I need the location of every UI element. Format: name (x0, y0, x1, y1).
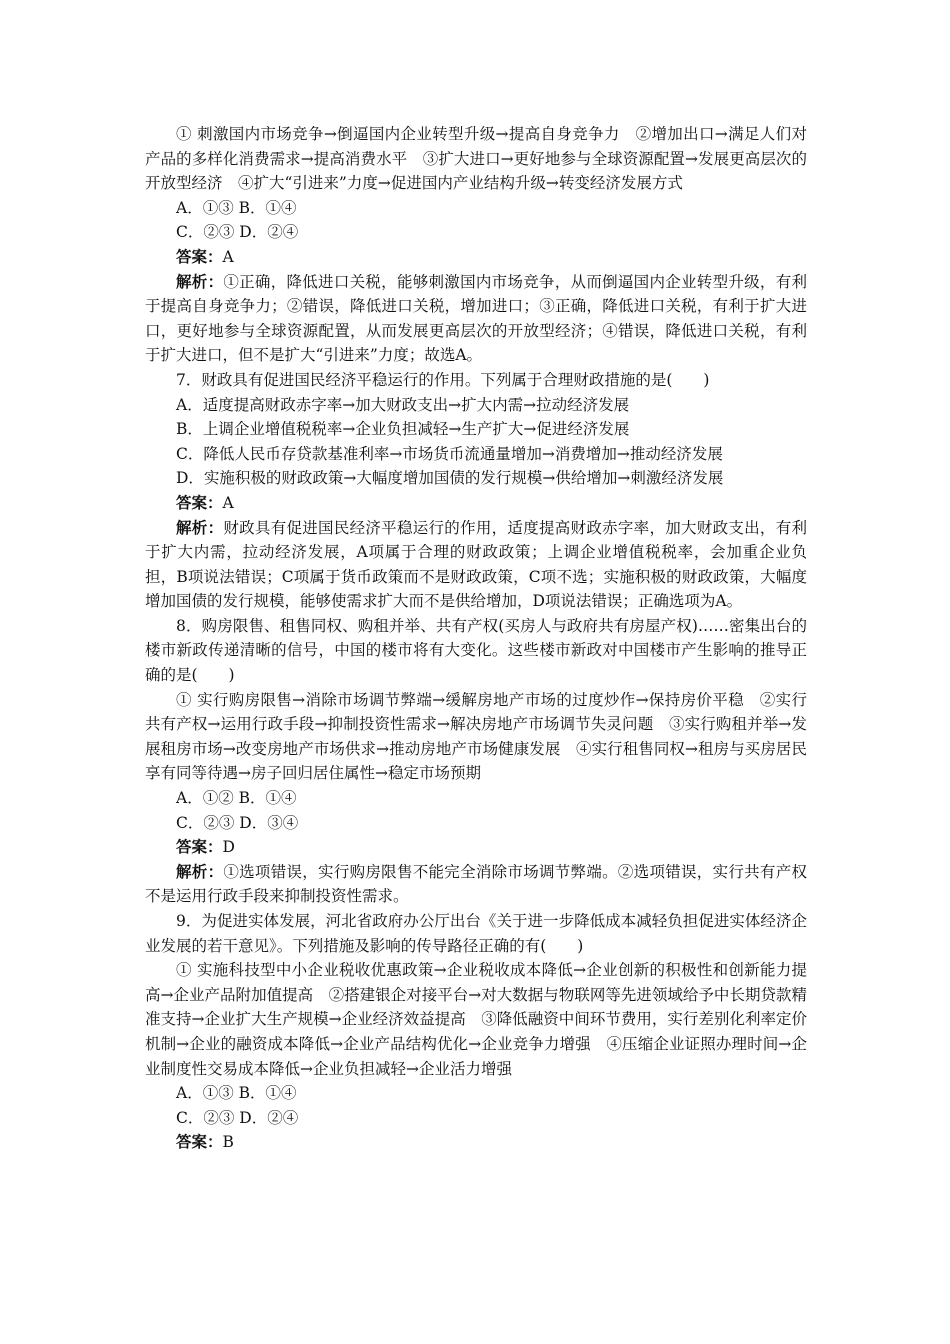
q6-analysis (145, 270, 807, 368)
q8-answer (145, 835, 807, 860)
q9-stem: 9．为促进实体发展，河北省政府办公厅出台《关于进一步降低成本减轻负担促进实体经济企业发展的若干意见》。下列措施及影响的传导路径正确的有( ) (145, 912, 807, 955)
q6-statements: ① 刺激国内市场竞争→倒逼国内企业转型升级→提高自身竞争力 ②增加出口→满足人们对产品的多样化消费需求→提高消费水平 ③扩大进口→更好地参与全球资源配置→发展更高层次的开放型经济 ④扩大“引进来”力度→促进国内产业结构升级→转变经济发展方式 (145, 125, 807, 193)
answer-label: 答案： (176, 1132, 223, 1152)
analysis-label: 解析： (176, 861, 224, 881)
q7-answer (145, 491, 807, 516)
q7-analysis (145, 516, 807, 614)
q8-options-cd: C．②③ D．③④ (176, 813, 299, 832)
q7-option-c: C．降低人民币存贷款基准利率→市场货币流通量增加→消费增加→推动经济发展 (176, 444, 723, 463)
answer-value: A (222, 493, 234, 512)
answer-value: B (222, 1133, 234, 1152)
analysis-text: ①正确，降低进口关税，能够刺激国内市场竞争，从而倒逼国内企业转型升级，有利于提高自身竞争力；②错误，降低进口关税，增加进口；③正确，降低进口关税，有利于扩大进口，更好地参与全球资源配置，从而发展更高层次的开放型经济；④错误，降低进口关税，有利于扩大进口，但不是扩大“引进来”力度；故选A。 (145, 272, 807, 365)
q6-answer (145, 245, 807, 270)
answer-label: 答案： (176, 492, 223, 512)
q9-options-cd: C．②③ D．②④ (176, 1108, 299, 1127)
q9-answer (145, 1130, 807, 1155)
analysis-label: 解析： (176, 517, 224, 537)
q7-option-d: D．实施积极的财政政策→大幅度增加国债的发行规模→供给增加→刺激经济发展 (176, 469, 724, 488)
analysis-text: ①选项错误，实行购房限售不能完全消除市场调节弊端。②选项错误，实行共有产权不是运用行政手段来抑制投资性需求。 (145, 862, 807, 906)
q8-statements: ① 实行购房限售→消除市场调节弊端→缓解房地产市场的过度炒作→保持房价平稳 ②实行共有产权→运用行政手段→抑制投资性需求→解决房地产市场调节失灵问题 ③实行购租并举→发展租房市场→改变房地产市场供求→推动房地产市场健康发展 ④实行租售同权→租房与买房居民享有同等待遇→房子回归居住属性→稳定市场预期 (145, 690, 807, 783)
analysis-label: 解析： (176, 271, 224, 291)
q9-options-ab: A．①③ B．①④ (176, 1084, 297, 1103)
q7-option-b: B．上调企业增值税税率→企业负担减轻→生产扩大→促进经济发展 (176, 420, 630, 439)
q8-options-ab: A．①② B．①④ (176, 789, 297, 808)
answer-value: A (222, 247, 234, 266)
answer-label: 答案： (176, 837, 223, 857)
q6-options-ab: A．①③ B．①④ (176, 198, 297, 217)
answer-label: 答案： (176, 246, 223, 266)
answer-value: D (222, 838, 235, 857)
q6-options-cd: C．②③ D．②④ (176, 223, 299, 242)
q8-stem: 8．购房限售、租售同权、购租并举、共有产权(买房人与政府共有房屋产权)……密集出台的楼市新政传递清晰的信号，中国的楼市将有大变化。这些楼市新政对中国楼市产生影响的推导正确的是( ) (145, 616, 807, 685)
document-page (145, 122, 807, 1155)
q9-statements: ① 实施科技型中小企业税收优惠政策→企业税收成本降低→企业创新的积极性和创新能力提高→企业产品附加值提高 ②搭建银企对接平台→对大数据与物联网等先进领域给予中长期贷款精准支持→企业扩大生产规模→企业经济效益提高 ③降低融资中间环节费用，实行差别化利率定价机制→企业的融资成本降低→企业产品结构优化→企业竞争力增强 ④压缩企业证照办理时间→企业制度性交易成本降低→企业负担减轻→企业活力增强 (145, 961, 807, 1078)
q7-option-a: A．适度提高财政赤字率→加大财政支出→扩大内需→拉动经济发展 (176, 395, 630, 414)
q8-analysis (145, 860, 807, 909)
q7-stem: 7．财政具有促进国民经济平稳运行的作用。下列属于合理财政措施的是( ) (176, 370, 710, 389)
analysis-text: 财政具有促进国民经济平稳运行的作用，适度提高财政赤字率，加大财政支出，有利于扩大内需，拉动经济发展，A项属于合理的财政政策；上调企业增值税税率，会加重企业负担，B项说法错误；C项属于货币政策而不是财政政策，C项不选；实施积极的财政政策，大幅度增加国债的发行规模，能够使需求扩大而不是供给增加，D项说法错误；正确选项为A。 (145, 518, 807, 611)
